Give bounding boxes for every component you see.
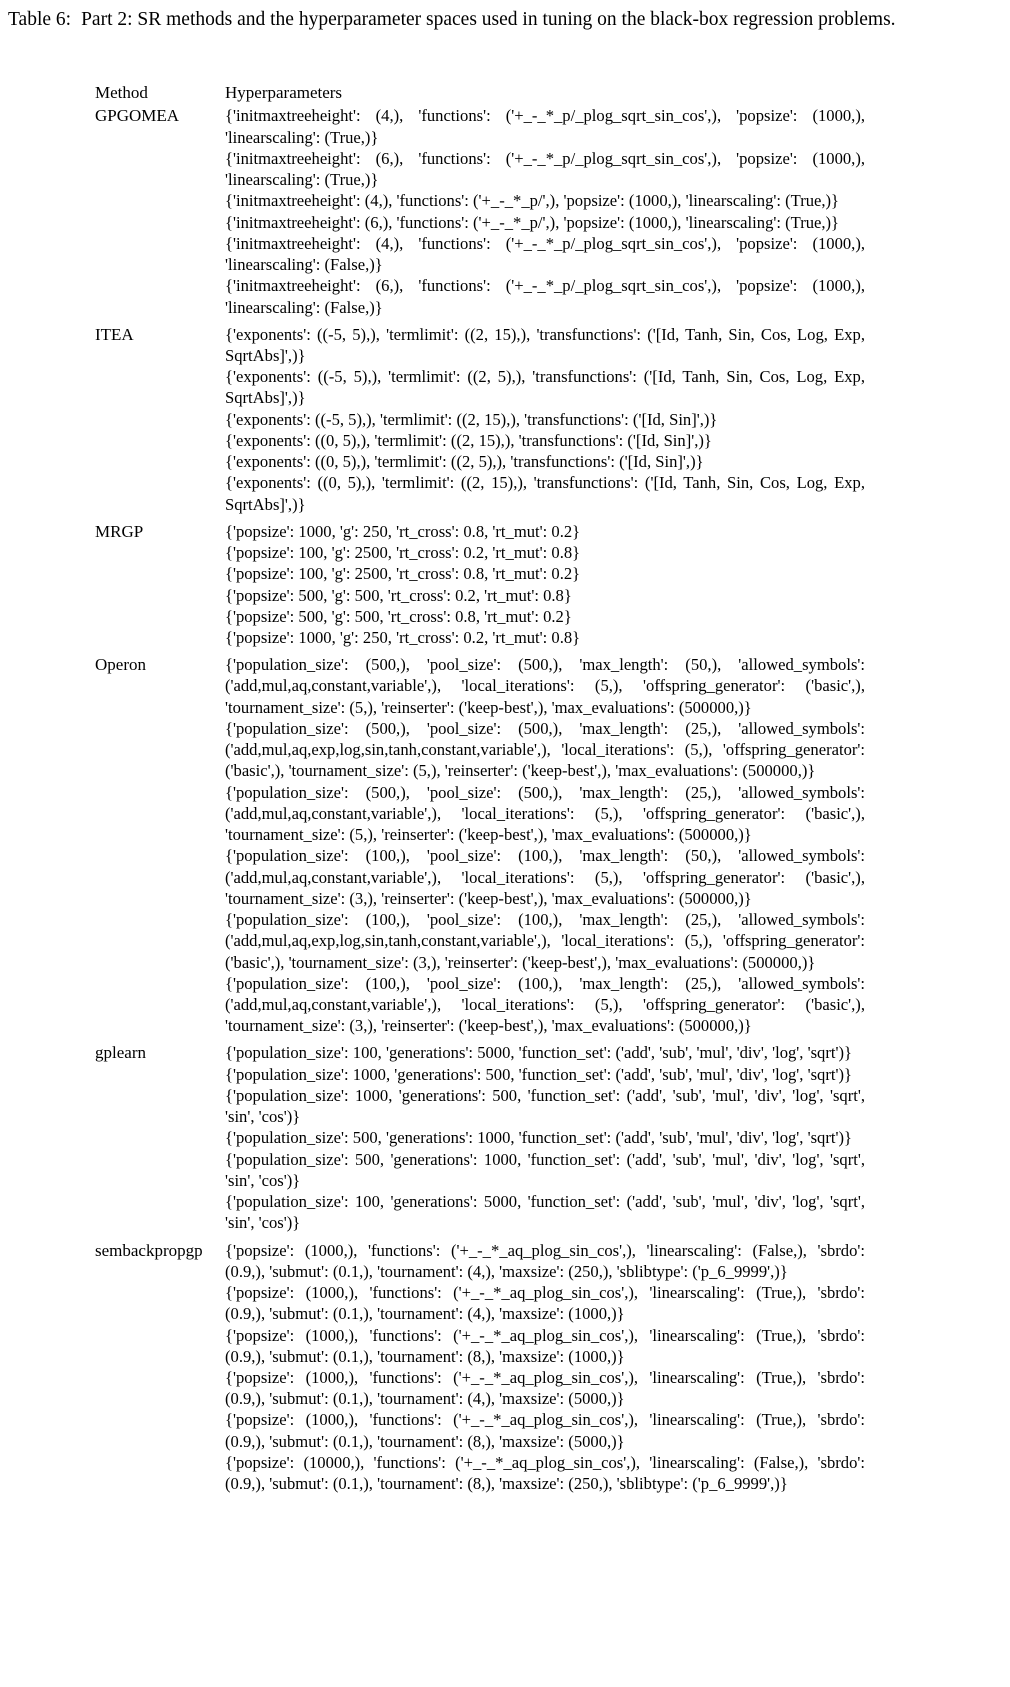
hyperparameter-entry: {'population_size': (500,), 'pool_size': (500,), 'max_length': (25,), 'allowed_symbols': ('add,mul,aq,constant,variable',), 'local_iterations': (5,), 'offspring_generator': ('basic',), 'tournament_size': (5,), 'reinserter': ('keep-best',), 'max_evaluations': (500000,)}: [225, 782, 865, 845]
hyperparameter-entry: {'initmaxtreeheight': (6,), 'functions': ('+_-_*_p/_plog_sqrt_sin_cos',), 'popsize': (1000,), 'linearscaling': (False,)}: [225, 276, 865, 317]
hyperparameter-entry: {'exponents': ((-5, 5),), 'termlimit': ((2, 5),), 'transfunctions': ('[Id, Tanh, Sin, Cos, Log, Exp, SqrtAbs]',)}: [225, 367, 865, 408]
method-name: MRGP: [95, 521, 144, 541]
table-row: [95, 324, 865, 515]
hyperparameter-entry: {'popsize': 500, 'g': 500, 'rt_cross': 0.8, 'rt_mut': 0.2}: [225, 606, 572, 626]
method-name: GPGOMEA: [95, 106, 180, 126]
hyperparameter-entry: {'exponents': ((-5, 5),), 'termlimit': ((2, 15),), 'transfunctions': ('[Id, Sin]',)}: [225, 409, 718, 429]
hyperparameter-list: [225, 324, 865, 515]
hyperparameter-entry: {'exponents': ((-5, 5),), 'termlimit': ((2, 15),), 'transfunctions': ('[Id, Tanh, Sin, Cos, Log, Exp, SqrtAbs]',)}: [225, 324, 865, 365]
hyperparameter-entry: {'population_size': (100,), 'pool_size': (100,), 'max_length': (25,), 'allowed_symbols': ('add,mul,aq,exp,log,sin,tanh,constant,variable',), 'local_iterations': (5,), 'offspring_generator': ('basic',), 'tournament_size': (3,), 'reinserter': ('keep-best',), 'max_evaluations': (500000,)}: [225, 910, 865, 972]
table-body: [95, 80, 865, 1501]
table-row: [95, 521, 865, 648]
hyperparameter-entry: {'popsize': 1000, 'g': 250, 'rt_cross': 0.2, 'rt_mut': 0.8}: [225, 628, 581, 648]
hyperparameter-table: [95, 80, 865, 1501]
rule-line: [95, 1498, 865, 1501]
hyperparameter-entry: {'initmaxtreeheight': (6,), 'functions': ('+_-_*_p/_plog_sqrt_sin_cos',), 'popsize': (1000,), 'linearscaling': (True,)}: [225, 148, 865, 190]
table-row: [95, 105, 865, 317]
hyperparameter-entry: {'exponents': ((0, 5),), 'termlimit': ((2, 15),), 'transfunctions': ('[Id, Tanh, Sin, Cos, Log, Exp, SqrtAbs]',)}: [225, 473, 865, 514]
hyperparameter-entry: {'initmaxtreeheight': (4,), 'functions': ('+_-_*_p/',), 'popsize': (1000,), 'linearscaling': (True,)}: [225, 191, 840, 211]
hyperparameter-entry: {'population_size': 100, 'generations': 5000, 'function_set': ('add', 'sub', 'mul', 'div', 'log', 'sqrt', 'sin', 'cos')}: [225, 1192, 865, 1233]
hyperparameter-entry: {'popsize': (1000,), 'functions': ('+_-_*_aq_plog_sin_cos',), 'linearscaling': (False,), 'sbrdo': (0.9,), 'submut': (0.1,), 'tournament': (4,), 'maxsize': (250,), 'sblibtype': ('p_6_9999',)}: [225, 1240, 865, 1281]
hyperparameter-list: [225, 521, 865, 648]
table-header-row: [95, 83, 865, 103]
hyperparameter-entry: {'population_size': 100, 'generations': 5000, 'function_set': ('add', 'sub', 'mul', 'div', 'log', 'sqrt')}: [225, 1043, 852, 1063]
table-caption: [8, 6, 993, 34]
hyperparameter-list: [225, 654, 865, 1036]
table-container: [95, 80, 865, 1501]
hyperparameter-entry: {'popsize': (10000,), 'functions': ('+_-_*_aq_plog_sin_cos',), 'linearscaling': (False,), 'sbrdo': (0.9,), 'submut': (0.1,), 'tournament': (8,), 'maxsize': (250,), 'sblibtype': ('p_6_9999',)}: [225, 1452, 865, 1494]
hyperparameter-entry: {'population_size': (100,), 'pool_size': (100,), 'max_length': (50,), 'allowed_symbols': ('add,mul,aq,constant,variable',), 'local_iterations': (5,), 'offspring_generator': ('basic',), 'tournament_size': (3,), 'reinserter': ('keep-best',), 'max_evaluations': (500000,)}: [225, 846, 865, 908]
hyperparameter-entry: {'popsize': (1000,), 'functions': ('+_-_*_aq_plog_sin_cos',), 'linearscaling': (True,), 'sbrdo': (0.9,), 'submut': (0.1,), 'tournament': (8,), 'maxsize': (5000,)}: [225, 1410, 865, 1451]
hyperparameter-entry: {'popsize': 100, 'g': 2500, 'rt_cross': 0.8, 'rt_mut': 0.2}: [225, 564, 581, 584]
table-caption-text: Part 2: SR methods and the hyperparameter spaces used in tuning on the black-box regression problems.: [81, 9, 896, 30]
column-header-hyperparameters: Hyperparameters: [225, 83, 343, 102]
table-rule-bottom: [95, 1498, 865, 1501]
table-caption-label: Table 6:: [8, 9, 72, 30]
hyperparameter-list: [225, 1240, 865, 1495]
hyperparameter-entry: {'popsize': 500, 'g': 500, 'rt_cross': 0.2, 'rt_mut': 0.8}: [225, 585, 572, 605]
hyperparameter-entry: {'population_size': (100,), 'pool_size': (100,), 'max_length': (25,), 'allowed_symbols': ('add,mul,aq,constant,variable',), 'local_iterations': (5,), 'offspring_generator': ('basic',), 'tournament_size': (3,), 'reinserter': ('keep-best',), 'max_evaluations': (500000,)}: [225, 973, 865, 1036]
hyperparameter-entry: {'population_size': (500,), 'pool_size': (500,), 'max_length': (25,), 'allowed_symbols': ('add,mul,aq,exp,log,sin,tanh,constant,variable',), 'local_iterations': (5,), 'offspring_generator': ('basic',), 'tournament_size': (5,), 'reinserter': ('keep-best',), 'max_evaluations': (500000,)}: [225, 718, 865, 781]
column-header-method: Method: [95, 83, 148, 102]
hyperparameter-entry: {'population_size': (500,), 'pool_size': (500,), 'max_length': (50,), 'allowed_symbols': ('add,mul,aq,constant,variable',), 'local_iterations': (5,), 'offspring_generator': ('basic',), 'tournament_size': (5,), 'reinserter': ('keep-best',), 'max_evaluations': (500000,)}: [225, 655, 865, 717]
hyperparameter-entry: {'popsize': (1000,), 'functions': ('+_-_*_aq_plog_sin_cos',), 'linearscaling': (True,), 'sbrdo': (0.9,), 'submut': (0.1,), 'tournament': (4,), 'maxsize': (1000,)}: [225, 1283, 865, 1324]
hyperparameter-entry: {'popsize': 100, 'g': 2500, 'rt_cross': 0.2, 'rt_mut': 0.8}: [225, 543, 581, 563]
method-name: Operon: [95, 655, 146, 675]
hyperparameter-entry: {'popsize': (1000,), 'functions': ('+_-_*_aq_plog_sin_cos',), 'linearscaling': (True,), 'sbrdo': (0.9,), 'submut': (0.1,), 'tournament': (8,), 'maxsize': (1000,)}: [225, 1325, 865, 1366]
hyperparameter-entry: {'exponents': ((0, 5),), 'termlimit': ((2, 5),), 'transfunctions': ('[Id, Sin]',)}: [225, 452, 704, 472]
hyperparameter-list: [225, 105, 865, 317]
hyperparameter-entry: {'population_size': 500, 'generations': 1000, 'function_set': ('add', 'sub', 'mul', 'div', 'log', 'sqrt')}: [225, 1128, 852, 1148]
table-row: [95, 1240, 865, 1495]
method-name: sembackpropgp: [95, 1240, 203, 1260]
hyperparameter-entry: {'initmaxtreeheight': (6,), 'functions': ('+_-_*_p/',), 'popsize': (1000,), 'linearscaling': (True,)}: [225, 212, 840, 232]
hyperparameter-entry: {'initmaxtreeheight': (4,), 'functions': ('+_-_*_p/_plog_sqrt_sin_cos',), 'popsize': (1000,), 'linearscaling': (True,)}: [225, 106, 865, 147]
hyperparameter-entry: {'population_size': 1000, 'generations': 500, 'function_set': ('add', 'sub', 'mul', 'div', 'log', 'sqrt', 'sin', 'cos')}: [225, 1085, 865, 1127]
hyperparameter-entry: {'population_size': 500, 'generations': 1000, 'function_set': ('add', 'sub', 'mul', 'div', 'log', 'sqrt', 'sin', 'cos')}: [225, 1149, 865, 1190]
hyperparameter-list: [225, 1042, 865, 1233]
method-name: gplearn: [95, 1043, 146, 1063]
hyperparameter-entry: {'exponents': ((0, 5),), 'termlimit': ((2, 15),), 'transfunctions': ('[Id, Sin]',)}: [225, 430, 712, 450]
hyperparameter-entry: {'initmaxtreeheight': (4,), 'functions': ('+_-_*_p/_plog_sqrt_sin_cos',), 'popsize': (1000,), 'linearscaling': (False,)}: [225, 233, 865, 275]
table-row: [95, 654, 865, 1036]
hyperparameter-entry: {'popsize': 1000, 'g': 250, 'rt_cross': 0.8, 'rt_mut': 0.2}: [225, 521, 581, 541]
hyperparameter-entry: {'popsize': (1000,), 'functions': ('+_-_*_aq_plog_sin_cos',), 'linearscaling': (True,), 'sbrdo': (0.9,), 'submut': (0.1,), 'tournament': (4,), 'maxsize': (5000,)}: [225, 1367, 865, 1409]
method-name: ITEA: [95, 324, 134, 344]
table-row: [95, 1042, 865, 1233]
hyperparameter-entry: {'population_size': 1000, 'generations': 500, 'function_set': ('add', 'sub', 'mul', 'div', 'log', 'sqrt')}: [225, 1064, 852, 1084]
